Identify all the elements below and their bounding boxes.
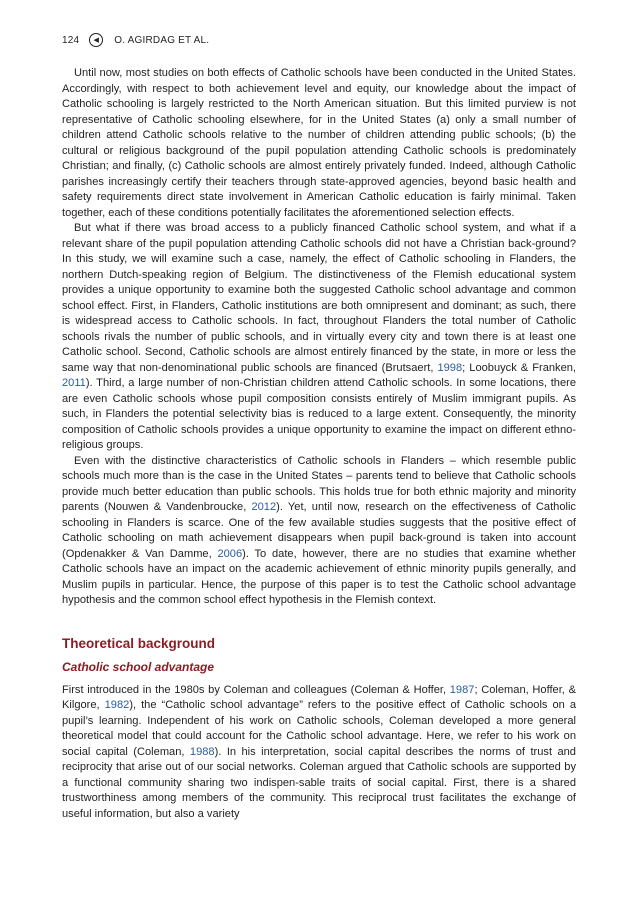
section-heading: Theoretical background xyxy=(62,635,216,651)
page-number: 124 xyxy=(62,34,80,46)
paragraph xyxy=(62,66,576,221)
paragraph-text: ). Yet, until now, research on the effectiveness of Catholic schooling in Flanders is scarce. One of the few available studies suggests that the positive effect of Catholic schooling on math achievement disappears when pupil back-ground is taken into account (Opdenakker & Van Damme, xyxy=(62,501,576,560)
paragraph-text: Until now, most studies on both effects of Catholic schools have been conducted in the United States. Accordingly, with respect to both achievement level and equity, our knowledge about the impact of Catholic schooling is largely restricted to the North American situation. But this limited purview is not representative of Catholic schooling elsewhere, for in the United States (a) only a small number of children attend Catholic schools relative to the number of children attending public schools; (b) the cultural or religious background of the pupil population attending Catholic schools is predominately Christian; and finally, (c) Catholic schools are almost entirely privately funded. Indeed, although Catholic parishes increasingly certify their teachers through state-approved agencies, beyond basic health and safety requirements direct state involvement in American Catholic education is fairly minimal. Taken together, each of these conditions potentially facilitates the aforementioned selection effects. xyxy=(62,67,576,219)
citation-link[interactable]: 2011 xyxy=(62,377,86,389)
running-head-authors: O. AGIRDAG ET AL. xyxy=(114,34,210,46)
citation-link[interactable]: 1988 xyxy=(189,745,215,758)
paragraph-text: ; Loobuyck & Franken, xyxy=(462,361,577,374)
article-body xyxy=(62,66,576,822)
paragraph-text: ), the “Catholic school advantage” refers to the positive effect of Catholic schools on a pupil’s learning. Independent of his work on Catholic schools, Coleman developed a more general theoretical model that could account for the Catholic school advantage. Here, we refer to his work on social capital (Coleman, xyxy=(62,699,576,758)
citation-link[interactable]: 1982 xyxy=(104,699,130,711)
running-header xyxy=(62,32,209,48)
paragraph xyxy=(62,454,576,609)
citation-link[interactable]: 1987 xyxy=(449,683,475,696)
paragraph xyxy=(62,221,576,454)
paragraph-text: ). To date, however, there are no studies that examine whether Catholic schools have an impact on the academic achievement of ethnic minority pupils generally, and Muslim pupils in particular. Hence, the purpose of this paper is to test the Catholic school advantage hypothesis and the common school effect hypothesis in the Flemish context. xyxy=(62,547,576,606)
paragraph-text: But what if there was broad access to a publicly financed Catholic school system, and what if a relevant share of the pupil population attending Catholic schools did not have a Christian back-ground? In this study, we will examine such a case, namely, the effect of Catholic schooling in Flanders, the northern Dutch-speaking region of Belgium. The distinctiveness of the Flemish educational system provides a unique opportunity to examine both the suggested Catholic school advantage and common school effect. First, in Flanders, Catholic institutions are both omnipresent and dominant; as such, there is widespread access to Catholic schools. In fact, throughout Flanders the total number of Catholic schools rivals the number of public schools, and in virtually every city and town there is at least one Catholic school. Second, Catholic schools are almost entirely financed by the state, in more or less the same way that non-denominational public schools are financed (Brutsaert, xyxy=(62,222,576,374)
citation-link[interactable]: 2012 xyxy=(251,501,277,513)
citation-link[interactable]: 1998 xyxy=(437,361,463,374)
paragraph-text: ; Coleman, Hoffer, & Kilgore, xyxy=(62,683,576,711)
publisher-logo-icon: ◀ xyxy=(89,33,103,47)
paragraph-text: First introduced in the 1980s by Coleman and colleagues (Coleman & Hoffer, xyxy=(62,683,450,696)
paragraph-text: ). In his interpretation, social capital describes the norms of trust and reciprocity that arise out of our social networks. Coleman argued that Catholic schools are supported by a functional community sharing two indispen-sable traits of social capital. First, there is a shared trustworthiness among members of the community. This reciprocal trust facilitates the exchange of useful information, but also a variety xyxy=(62,745,576,820)
paragraph-text: ). Third, a large number of non-Christian children attend Catholic schools. In some locations, there are even Catholic schools whose pupil composition consists entirely of Muslim immigrant pupils. As such, in Flanders the potential selectivity bias is reduced to a large extent. Consequently, the minority composition of Catholic schools provides a unique opportunity to examine the impact on different ethno-religious groups. xyxy=(62,377,576,451)
paragraph-text: Even with the distinctive characteristics of Catholic schools in Flanders – which resemble public schools much more than is the case in the United States – parents tend to believe that Catholic schools provide much better education than public schools. This holds true for both ethnic majority and minority parents (Nouwen & Vandenbroucke, xyxy=(62,454,576,513)
paragraph xyxy=(62,683,576,823)
subsection-heading: Catholic school advantage xyxy=(62,659,215,674)
citation-link[interactable]: 2006 xyxy=(217,547,243,560)
